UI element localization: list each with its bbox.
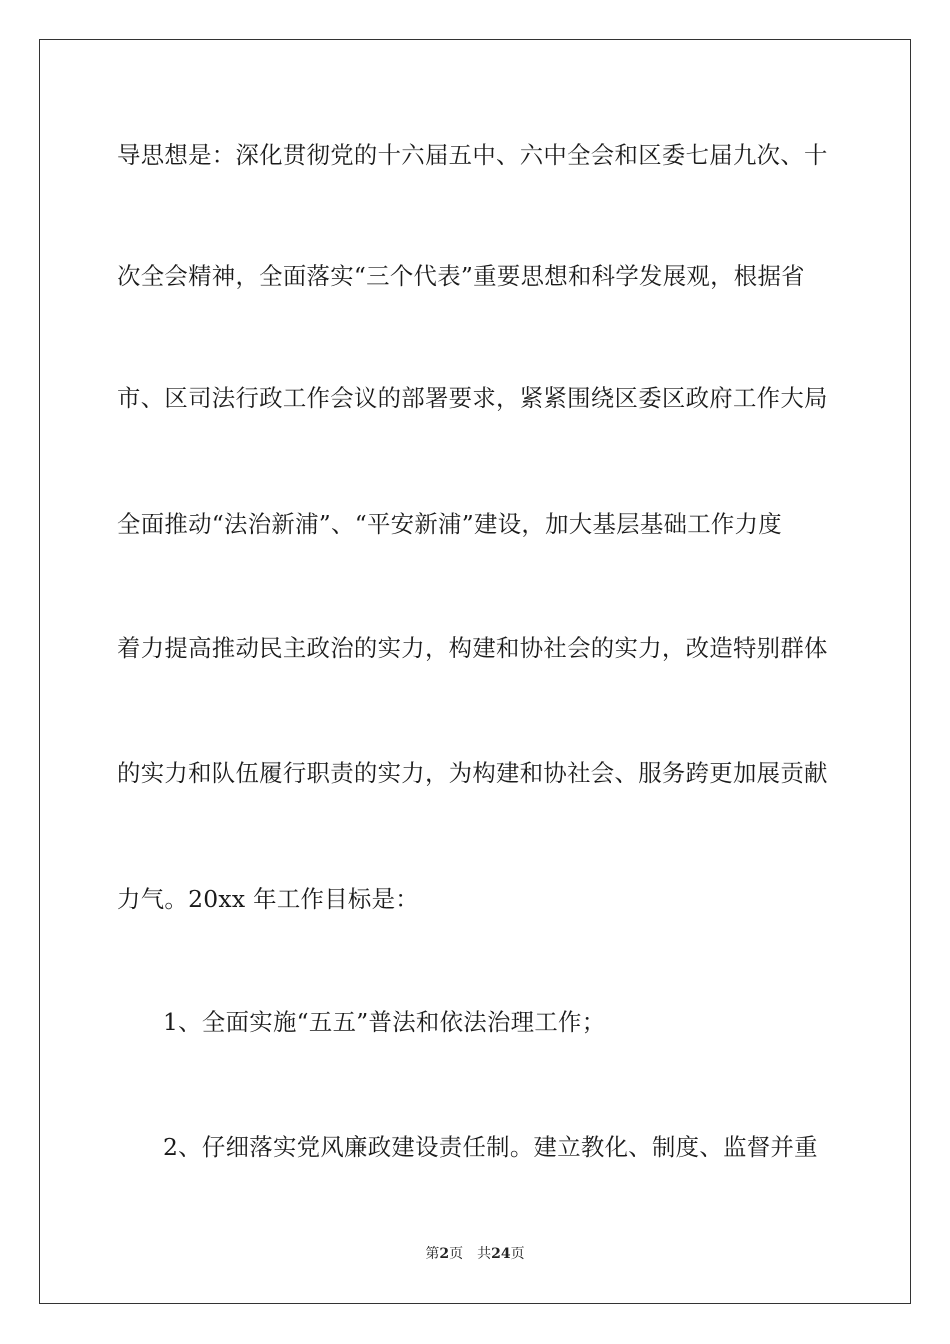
total-pages-prefix: 共 [477,1246,492,1262]
page-number-suffix: 页 [449,1246,464,1262]
body-text-line: 全面推动“法治新浦”、“平安新浦”建设，加大基层基础工作力度 [117,510,782,538]
current-page-number: 2 [439,1246,450,1262]
body-text-line: 次全会精神，全面落实“三个代表”重要思想和科学发展观，根据省 [117,262,805,290]
body-text-line: 的实力和队伍履行职责的实力，为构建和协社会、服务跨更加展贡献 [117,759,828,787]
page-frame [39,39,911,1304]
page-footer [0,1245,950,1263]
list-item-line: 2、仔细落实党风廉政建设责任制。建立教化、制度、监督并重 [163,1133,818,1161]
total-page-count: 24 [491,1246,511,1262]
body-text-line: 市、区司法行政工作会议的部署要求，紧紧围绕区委区政府工作大局 [117,384,828,412]
body-text-line: 导思想是：深化贯彻党的十六届五中、六中全会和区委七届九次、十 [117,141,828,169]
body-text-line: 力气。20xx 年工作目标是： [117,885,419,913]
list-item-line: 1、全面实施“五五”普法和依法治理工作； [163,1008,606,1036]
body-text-line: 着力提高推动民主政治的实力，构建和协社会的实力，改造特别群体 [117,634,828,662]
page-number-prefix: 第 [425,1246,440,1262]
total-pages-suffix: 页 [510,1246,525,1262]
